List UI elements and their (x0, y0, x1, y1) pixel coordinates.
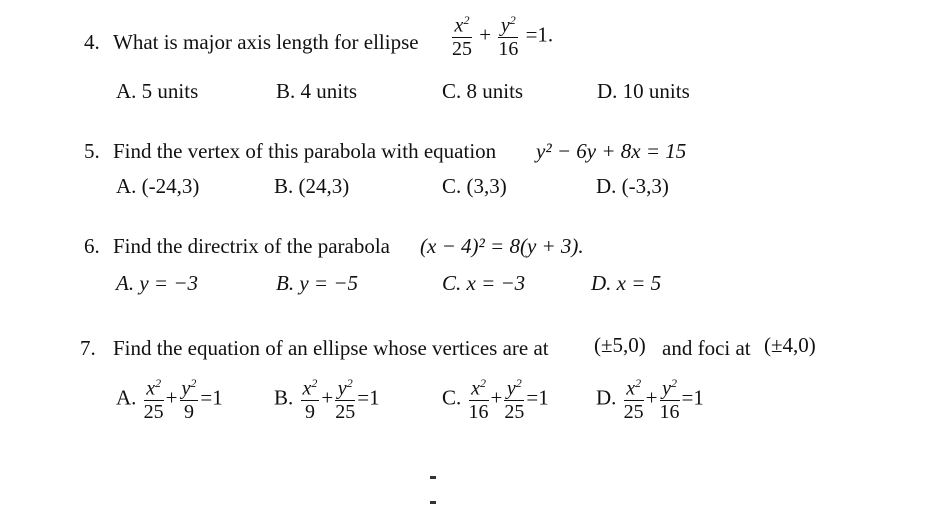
question-text: What is major axis length for ellipse (113, 30, 419, 54)
option-a[interactable]: A. 5 units (116, 79, 199, 103)
option-b[interactable]: B. 4 units (276, 79, 358, 103)
question-text: Find the equation of an ellipse whose vertices are at (113, 336, 549, 360)
question-number: 7. (80, 336, 96, 360)
fraction-x-over-25: $\frac{x^2}{25}$ (452, 13, 472, 60)
question-number: 4. (84, 30, 100, 54)
question-text: Find the vertex of this parabola with equation (113, 139, 497, 163)
and-foci-text: and foci at (662, 336, 751, 360)
option-a[interactable]: A. y = −3 (116, 271, 198, 295)
vertices-value: (±5,0) (594, 333, 646, 357)
option-a[interactable]: A. $\frac{x^2}{25}$ + $\frac{y^2}{9}$ =1 (116, 376, 223, 423)
option-a[interactable]: A. (-24,3) (116, 174, 200, 198)
option-d[interactable]: D. x = 5 (591, 271, 662, 295)
fraction-y-over-16: $\frac{y^2}{16}$ (498, 13, 519, 60)
question-text: Find the directrix of the parabola (113, 234, 390, 258)
option-c[interactable]: C. (3,3) (442, 174, 507, 198)
option-b[interactable]: B. y = −5 (276, 271, 358, 295)
parabola-equation: y² − 6y + 8x = 15 (536, 139, 687, 163)
ellipse-equation: $\frac{x^2}{25}$ + $\frac{y^2}{16}$ =1. (452, 13, 554, 60)
option-c[interactable]: C. x = −3 (442, 271, 526, 295)
option-d[interactable]: D. (-3,3) (596, 174, 669, 198)
option-c[interactable]: C. $\frac{x^2}{16}$ + $\frac{y^2}{25}$ =1 (442, 376, 549, 423)
option-d[interactable]: D. $\frac{x^2}{25}$ + $\frac{y^2}{16}$ =1 (596, 376, 704, 423)
option-b[interactable]: B. $\frac{x^2}{9}$ + $\frac{y^2}{25}$ =1 (274, 376, 380, 423)
cropped-text-fragment (430, 460, 490, 468)
option-c[interactable]: C. 8 units (442, 79, 524, 103)
option-d[interactable]: D. 10 units (597, 79, 690, 103)
parabola-equation: (x − 4)² = 8(y + 3). (420, 234, 584, 258)
question-number: 5. (84, 139, 100, 163)
question-number: 6. (84, 234, 100, 258)
foci-value: (±4,0) (764, 333, 816, 357)
option-b[interactable]: B. (24,3) (274, 174, 350, 198)
